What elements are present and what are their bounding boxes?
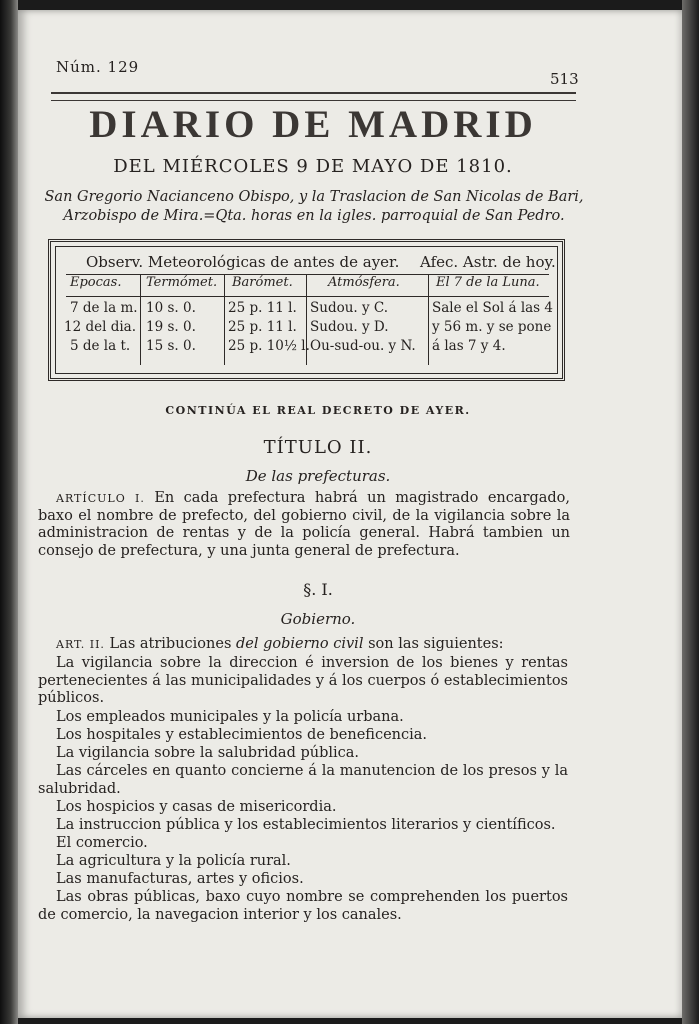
book-spine <box>0 0 18 1024</box>
article-1-label: ARTÍCULO I. <box>56 492 145 505</box>
column-divider <box>428 274 429 365</box>
list-item: La instruccion pública y los establecimientos literarios y científicos. <box>56 817 556 833</box>
table-cell: 25 p. 10½ l. <box>228 338 310 354</box>
article-2-italic: del gobierno civil <box>236 636 364 652</box>
issue-number: Núm. 129 <box>56 58 140 76</box>
col-header-luna: El 7 de la Luna. <box>436 275 540 290</box>
col-header-barometro: Barómet. <box>232 275 293 290</box>
col-header-termometro: Termómet. <box>146 275 218 290</box>
section-kicker: CONTINÚA EL REAL DECRETO DE AYER. <box>165 404 471 417</box>
table-cell: 7 de la m. <box>70 300 138 316</box>
table-cell: 10 s. 0. <box>146 300 196 316</box>
article-1-text: En cada prefectura habrá un magistrado encargado, baxo el nombre de prefecto, del gobierno civil, de la vigilancia sobre la administracion de rentas y de la policía general. Habrá tambien un consejo de prefectura, y una junta general de prefectura. <box>38 490 570 559</box>
title-heading: TÍTULO II. <box>263 437 373 458</box>
list-item: Los hospicios y casas de misericordia. <box>56 799 337 815</box>
page-edge <box>682 0 699 1024</box>
page-number: 513 <box>550 70 579 88</box>
article-2-label: ART. II. <box>56 638 105 651</box>
article-2-text: Las atribuciones <box>109 636 232 652</box>
table-cell: Sudou. y C. <box>310 300 389 316</box>
article-1 <box>38 490 570 560</box>
list-item: Las manufacturas, artes y oficios. <box>56 871 304 887</box>
column-divider <box>224 274 225 365</box>
newspaper-page <box>18 10 682 1018</box>
list-item: Los empleados municipales y la policía urbana. <box>56 709 404 725</box>
col-header-atmosfera: Atmósfera. <box>328 275 400 290</box>
table-cell: Sudou. y D. <box>310 319 389 335</box>
table-cell: á las 7 y 4. <box>432 338 506 354</box>
table-rule <box>66 296 549 297</box>
list-item: La vigilancia sobre la salubridad pública. <box>56 745 360 761</box>
table-cell: Sale el Sol á las 4 <box>432 300 553 316</box>
table-cell: 12 del dia. <box>64 319 137 335</box>
weather-table <box>48 239 565 381</box>
table-cell: 15 s. 0. <box>146 338 196 354</box>
list-item: Los hospitales y establecimientos de beneficencia. <box>56 727 428 743</box>
list-item: El comercio. <box>56 835 148 851</box>
table-cell: 25 p. 11 l. <box>228 300 297 316</box>
column-divider <box>140 274 141 365</box>
title-subheading: De las prefecturas. <box>245 467 391 485</box>
dateline: DEL MIÉRCOLES 9 DE MAYO DE 1810. <box>113 156 513 177</box>
masthead-title: DIARIO DE MADRID <box>89 103 537 146</box>
article-2 <box>38 636 570 654</box>
list-item: La agricultura y la policía rural. <box>56 853 291 869</box>
section-mark: §. I. <box>303 580 333 599</box>
table-cell: y 56 m. y se pone <box>432 319 552 335</box>
saints-of-day: San Gregorio Nacianceno Obispo, y la Traslacion de San Nicolas de Bari, Arzobispo de Mira.=Qta. horas en la igles. parroquial de San Pedro. <box>44 189 584 224</box>
section-title: Gobierno. <box>280 610 356 628</box>
col-header-epocas: Epocas. <box>70 275 122 290</box>
table-cell: 19 s. 0. <box>146 319 196 335</box>
list-item: Las cárceles en quanto concierne á la manutencion de los presos y la salubridad. <box>38 763 568 797</box>
table-cell: Ou-sud-ou. y N. <box>310 338 416 354</box>
table-cell: 5 de la t. <box>70 338 131 354</box>
table-cell: 25 p. 11 l. <box>228 319 297 335</box>
weather-heading: Observ. Meteorológicas de antes de ayer. <box>86 253 400 271</box>
top-rule <box>51 92 576 101</box>
weather-table-frame <box>55 246 558 374</box>
list-item: Las obras públicas, baxo cuyo nombre se comprehenden los puertos de comercio, la navegacion interior y los canales. <box>38 889 568 923</box>
list-item: La vigilancia sobre la direccion é inversion de los bienes y rentas pertenecientes á las municipalidades y á los cuerpos ó establecimientos públicos. <box>38 655 568 706</box>
astro-heading: Afec. Astr. de hoy. <box>420 253 556 271</box>
article-2-text-end: son las siguientes: <box>368 636 504 652</box>
